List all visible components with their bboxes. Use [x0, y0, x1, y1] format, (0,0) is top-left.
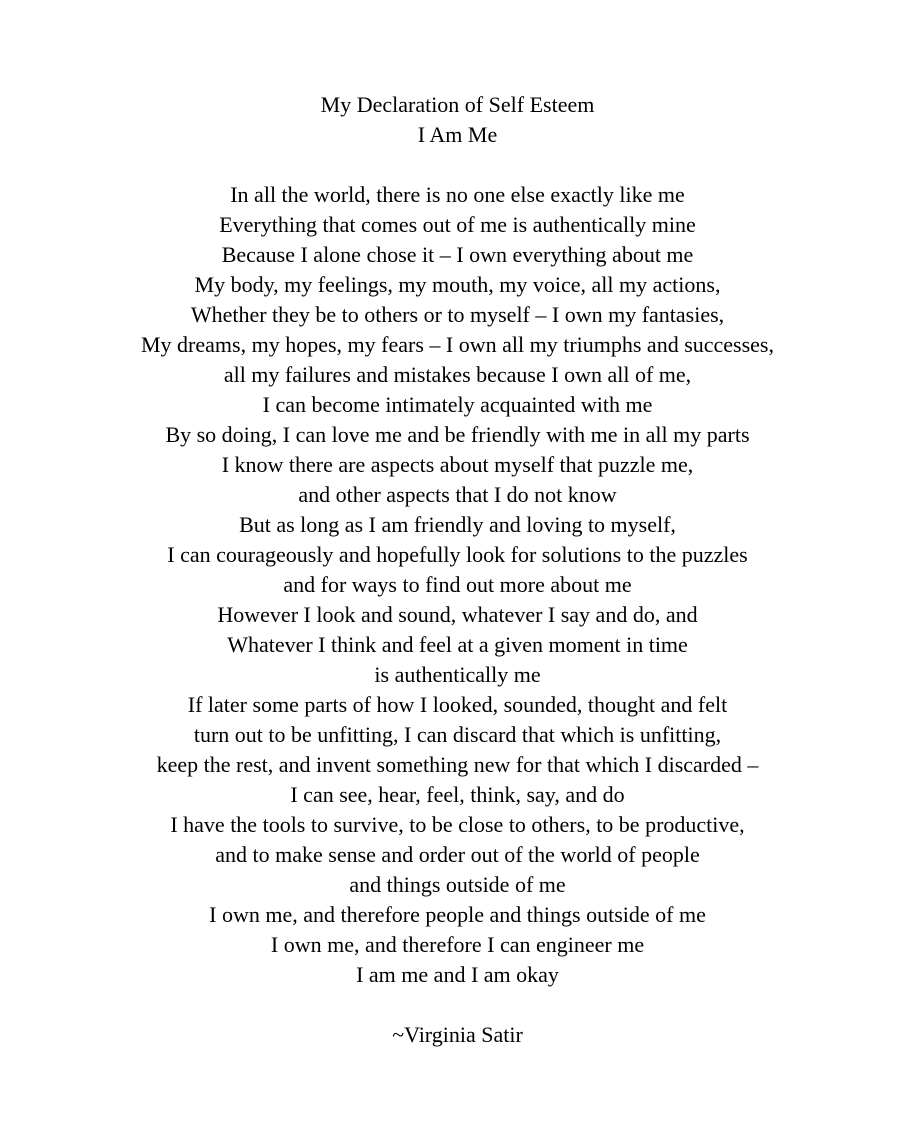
poem-line: turn out to be unfitting, I can discard that which is unfitting,: [193, 722, 722, 747]
poem-title: My Declaration of Self Esteem: [320, 92, 595, 117]
poem-line: and things outside of me: [349, 872, 566, 897]
poem-line: Because I alone chose it – I own everything about me: [221, 242, 694, 267]
poem-body: [0, 180, 915, 990]
poem-line: I am me and I am okay: [356, 962, 559, 987]
poem-line: I know there are aspects about myself that puzzle me,: [221, 452, 694, 477]
poem-line: and for ways to find out more about me: [283, 572, 632, 597]
poem-line: My dreams, my hopes, my fears – I own all my triumphs and successes,: [141, 332, 774, 357]
poem-line: I have the tools to survive, to be close to others, to be productive,: [170, 812, 745, 837]
poem-line: is authentically me: [374, 662, 541, 687]
poem-line: I can become intimately acquainted with me: [262, 392, 653, 417]
poem-line: Whether they be to others or to myself – I own my fantasies,: [190, 302, 725, 327]
poem-line: I own me, and therefore I can engineer me: [270, 932, 645, 957]
poem-line: If later some parts of how I looked, sounded, thought and felt: [187, 692, 728, 717]
poem-line: I can see, hear, feel, think, say, and do: [290, 782, 625, 807]
poem-line: keep the rest, and invent something new for that which I discarded –: [156, 752, 759, 777]
poem-line: Whatever I think and feel at a given moment in time: [227, 632, 688, 657]
poem-line: By so doing, I can love me and be friendly with me in all my parts: [165, 422, 750, 447]
poem-line: all my failures and mistakes because I own all of me,: [223, 362, 692, 387]
title-block: [0, 90, 915, 150]
poem-line: and other aspects that I do not know: [298, 482, 617, 507]
poem-line: My body, my feelings, my mouth, my voice, all my actions,: [194, 272, 721, 297]
poem-line: In all the world, there is no one else exactly like me: [230, 182, 685, 207]
attribution: ~Virginia Satir: [392, 1022, 523, 1047]
poem-line: Everything that comes out of me is authentically mine: [219, 212, 696, 237]
poem-line: I own me, and therefore people and things outside of me: [209, 902, 706, 927]
poem-line: However I look and sound, whatever I say and do, and: [217, 602, 698, 627]
poem-line: I can courageously and hopefully look for solutions to the puzzles: [167, 542, 748, 567]
poem-line: But as long as I am friendly and loving to myself,: [239, 512, 676, 537]
poem-line: and to make sense and order out of the world of people: [215, 842, 700, 867]
poem-subtitle: I Am Me: [417, 122, 498, 147]
